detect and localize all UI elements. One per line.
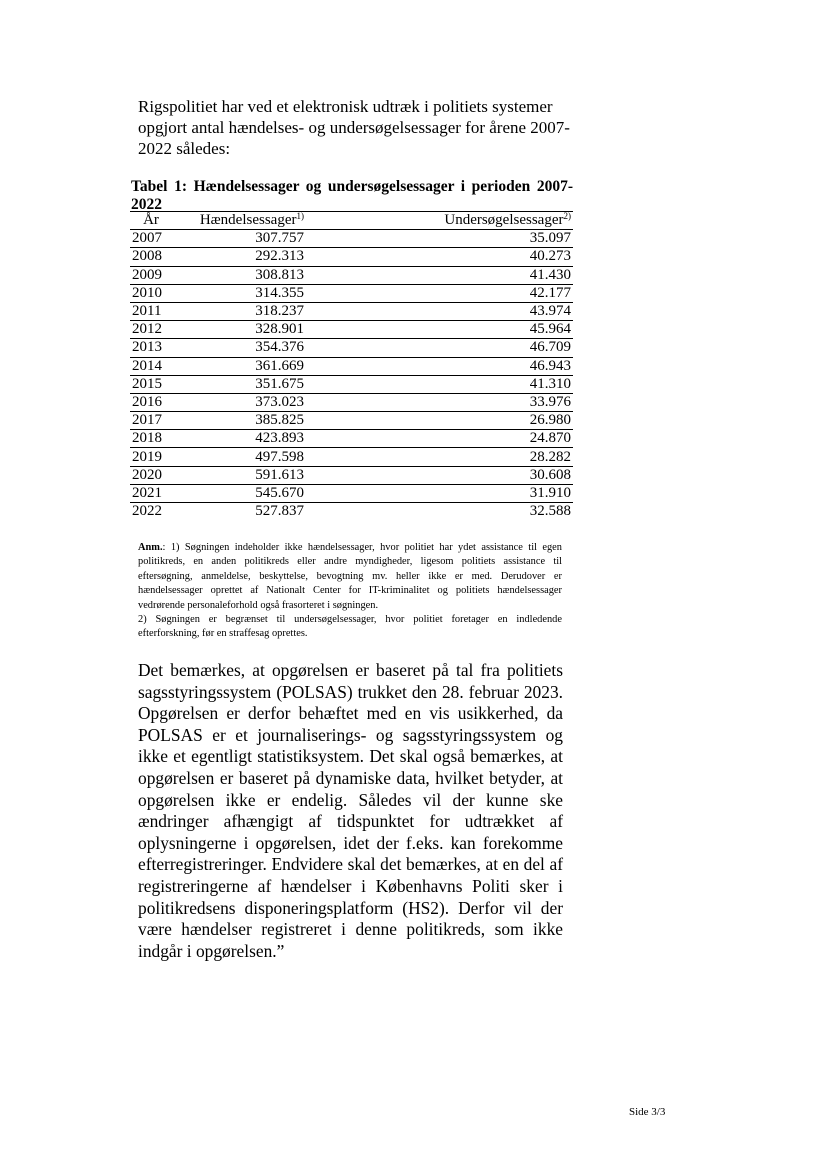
cell-haendelsessager: 292.313 — [172, 248, 306, 266]
cell-haendelsessager: 328.901 — [172, 321, 306, 339]
cell-undersoegelsessager: 45.964 — [306, 321, 573, 339]
table-row — [130, 466, 573, 484]
cell-year: 2020 — [130, 466, 172, 484]
table-row — [130, 393, 573, 411]
cell-year: 2009 — [130, 266, 172, 284]
table-row — [130, 266, 573, 284]
cell-undersoegelsessager: 41.430 — [306, 266, 573, 284]
table-row — [130, 339, 573, 357]
cell-year: 2007 — [130, 230, 172, 248]
cell-haendelsessager: 545.670 — [172, 484, 306, 502]
table-row — [130, 230, 573, 248]
header-year: År — [130, 212, 172, 230]
cell-haendelsessager: 527.837 — [255, 503, 304, 520]
header-haendelsessager: Hændelsessager$^{1)}$ — [172, 212, 306, 230]
page-number: Side 3/3 — [629, 1106, 666, 1118]
cell-haendelsessager: 423.893 — [172, 430, 306, 448]
footnote-marker-1: 1) — [296, 211, 304, 222]
cell-year: 2015 — [130, 375, 172, 393]
table-row — [130, 430, 573, 448]
table-row — [130, 412, 573, 430]
table-header-row — [130, 212, 573, 230]
header-undersoegelsessager: Undersøgelsessager$^{2)}$ — [306, 212, 573, 230]
footnote-marker-2: 2) — [563, 211, 571, 222]
table-row — [130, 503, 573, 521]
cell-undersoegelsessager: 26.980 — [306, 412, 573, 430]
cell-haendelsessager: 354.376 — [172, 339, 306, 357]
table-row — [130, 302, 573, 320]
cases-table — [130, 211, 573, 520]
table-row — [130, 321, 573, 339]
cell-year: 2018 — [130, 430, 172, 448]
cell-undersoegelsessager: 24.870 — [306, 430, 573, 448]
cell-undersoegelsessager: 35.097 — [306, 230, 573, 248]
table-caption: Tabel 1: Hændelsessager og undersøgelsessager i perioden 2007-2022 — [131, 178, 573, 213]
cell-year: 2021 — [130, 484, 172, 502]
table-note: Anm.: 1) Søgningen indeholder ikke hændelsessager, hvor politiet har ydet assistance til egen politikreds, en anden politikreds eller andre myndigheder, ligesom politiets assistance til eftersøgning, anmeldelse, beskyttelse, bevogtning mv. heller ikke er med. Derudover er hændelsessager oprettet af Nationalt Center for IT-kriminalitet og politiets hændelsessager vedrørende personaleforhold også frasorteret i søgningen. 2) Søgningen er begrænset til undersøgelsessager, hvor politiet foretager en indledende efterforskning, før en straffesag oprettes. — [138, 541, 562, 642]
cell-year: 2013 — [130, 339, 172, 357]
cell-haendelsessager: 497.598 — [172, 448, 306, 466]
cell-year: 2022 — [132, 503, 162, 520]
cell-undersoegelsessager: 28.282 — [306, 448, 573, 466]
cell-year: 2010 — [130, 284, 172, 302]
cell-year: 2014 — [130, 357, 172, 375]
cell-haendelsessager: 318.237 — [172, 302, 306, 320]
cell-year: 2016 — [130, 393, 172, 411]
note-footnote-2: 2) Søgningen er begrænset til undersøgelsessager, hvor politiet foretager en indledende efterforskning, før en straffesag oprettes. — [138, 614, 562, 640]
table-row — [130, 284, 573, 302]
cell-haendelsessager: 591.613 — [172, 466, 306, 484]
table-row — [130, 448, 573, 466]
body-paragraph: Det bemærkes, at opgørelsen er baseret på tal fra politiets sagsstyringssystem (POLSAS) trukket den 28. februar 2023. Opgørelsen er derfor behæftet med en vis usikkerhed, da POLSAS er et journaliserings- og sagsstyringssystem og ikke et egentligt statistiksystem. Det skal også bemærkes, at opgørelsen er baseret på dynamiske data, hvilket betyder, at opgørelsen ikke er endelig. Således vil der kunne ske ændringer afhængigt af tidspunktet for udtrækket af oplysningerne i opgørelsen, idet der f.eks. kan forekomme efterregistreringer. Endvidere skal det bemærkes, at en del af registreringerne af hændelser i Københavns Politi sker i politikredsens disponeringsplatform (HS2). Derfor vil der være hændelser registreret i denne politikreds, som ikke indgår i opgørelsen.” — [138, 660, 563, 961]
cell-undersoegelsessager: 32.588 — [529, 503, 571, 520]
intro-paragraph: Rigspolitiet har ved et elektronisk udtræk i politiets systemer opgjort antal hændelses- og undersøgelsessager for årene 2007-2022 således: — [138, 97, 570, 158]
cell-haendelsessager: 361.669 — [172, 357, 306, 375]
cell-haendelsessager: 385.825 — [172, 412, 306, 430]
cell-haendelsessager: 314.355 — [172, 284, 306, 302]
cell-undersoegelsessager: 41.310 — [306, 375, 573, 393]
cell-undersoegelsessager: 33.976 — [306, 393, 573, 411]
table-body — [130, 230, 573, 521]
cell-haendelsessager: 351.675 — [172, 375, 306, 393]
table-row — [130, 484, 573, 502]
note-footnote-1: 1) Søgningen indeholder ikke hændelsessager, hvor politiet har ydet assistance til egen politikreds, en anden politikreds eller andre myndigheder, ligesom politiets assistance til eftersøgning, anmeldelse, beskyttelse, bevogtning mv. heller ikke er med. Derudover er hændelsessager oprettet af Nationalt Center for IT-kriminalitet og politiets hændelsessager vedrørende personaleforhold også frasorteret i søgningen. — [138, 542, 562, 611]
table-row — [130, 357, 573, 375]
cell-year: 2019 — [130, 448, 172, 466]
cell-year: 2008 — [130, 248, 172, 266]
cell-undersoegelsessager: 31.910 — [306, 484, 573, 502]
cell-undersoegelsessager: 40.273 — [306, 248, 573, 266]
note-label: Anm. — [138, 542, 163, 553]
cell-undersoegelsessager: 43.974 — [306, 302, 573, 320]
cell-undersoegelsessager: 30.608 — [306, 466, 573, 484]
cell-haendelsessager: 307.757 — [172, 230, 306, 248]
cell-haendelsessager: 308.813 — [172, 266, 306, 284]
cell-year: 2011 — [130, 302, 172, 320]
cell-undersoegelsessager: 42.177 — [306, 284, 573, 302]
table-row — [130, 375, 573, 393]
cell-year: 2012 — [130, 321, 172, 339]
cell-undersoegelsessager: 46.709 — [306, 339, 573, 357]
cell-undersoegelsessager: 46.943 — [306, 357, 573, 375]
cell-haendelsessager: 373.023 — [172, 393, 306, 411]
table-row — [130, 248, 573, 266]
cell-year: 2017 — [130, 412, 172, 430]
